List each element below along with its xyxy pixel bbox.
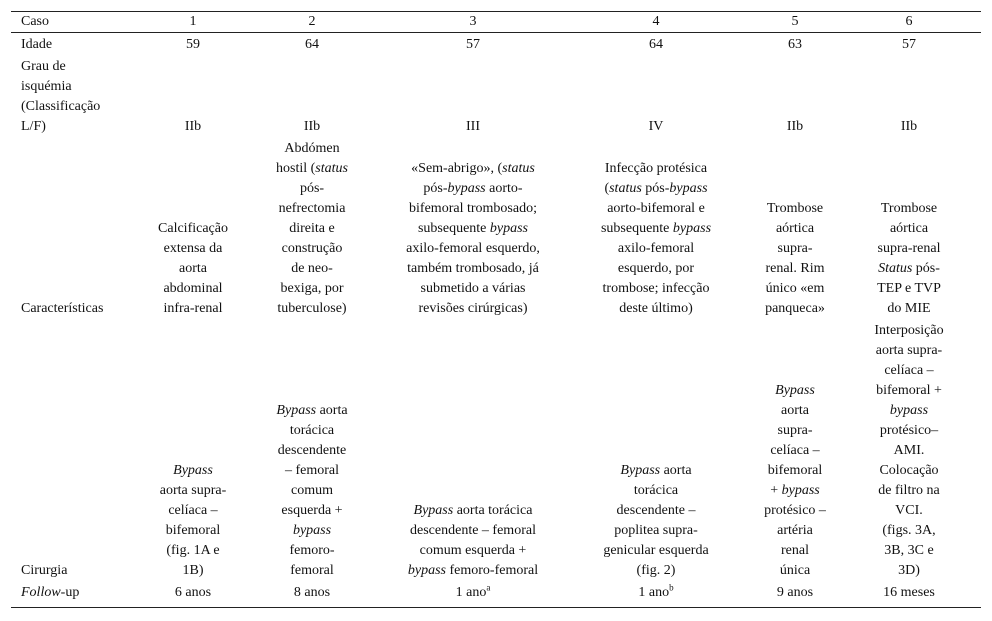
cirurgia-line: descendente –: [616, 503, 696, 518]
caracteristicas-line: aórtica: [775, 221, 815, 236]
cirurgia-line: comum: [291, 483, 333, 498]
cirurgia-line: bypass: [292, 523, 332, 538]
table-top-rule: [11, 11, 981, 12]
caracteristicas-cell: [158, 139, 228, 319]
caracteristicas-line: trombose; infecção: [602, 281, 710, 296]
cirurgia-line: bifemoral: [767, 463, 823, 478]
caracteristicas-line: aorta: [179, 261, 207, 276]
idade-label: Idade: [21, 37, 53, 52]
grau-label-line: (Classificação: [21, 99, 101, 114]
cirurgia-line: descendente: [277, 443, 347, 458]
caracteristicas-line: do MIE: [887, 301, 931, 316]
cirurgia-label: Cirurgia: [21, 563, 68, 578]
caracteristicas-line: hostil (status: [276, 161, 348, 176]
caracteristicas-line: infra-renal: [163, 301, 223, 316]
caracteristicas-line: (status pós-bypass: [604, 181, 708, 196]
cirurgia-line: protésico –: [764, 503, 826, 518]
caracteristicas-line: pós-bypass aorto-: [423, 181, 523, 196]
cirurgia-line: (fig. 2): [636, 563, 676, 578]
caracteristicas-line: bifemoral trombosado;: [409, 201, 537, 216]
idade-value: 63: [788, 37, 802, 52]
case-number-5: 5: [791, 14, 799, 29]
table-bottom-rule: [11, 607, 981, 608]
cirurgia-line: AMI.: [893, 443, 925, 458]
caracteristicas-cell: [276, 139, 348, 319]
caracteristicas-line: Trombose: [766, 201, 824, 216]
caracteristicas-line: subsequente bypass: [600, 221, 712, 236]
grau-value: IV: [648, 119, 664, 134]
grau-value: IIb: [303, 119, 321, 134]
case-number-2: 2: [308, 14, 316, 29]
cirurgia-line: celíaca –: [168, 503, 218, 518]
cirurgia-line: Colocação: [879, 463, 939, 478]
clinical-cases-table: [11, 11, 981, 608]
cirurgia-line: Bypass aorta: [276, 403, 348, 418]
caracteristicas-cell: [877, 139, 941, 319]
caracteristicas-line: supra-: [777, 241, 813, 256]
case-number-3: 3: [469, 14, 477, 29]
cirurgia-line: celíaca –: [770, 443, 820, 458]
cirurgia-line: torácica: [289, 423, 335, 438]
caracteristicas-cell: [406, 139, 540, 319]
cirurgia-line: celíaca –: [884, 363, 934, 378]
cirurgia-line: esquerda +: [281, 503, 343, 518]
grau-label-line: isquémia: [21, 79, 72, 94]
caracteristicas-line: Abdómen: [284, 141, 340, 156]
caracteristicas-line: abdominal: [163, 281, 223, 296]
cirurgia-cell: [603, 321, 708, 581]
caracteristicas-line: tuberculose): [277, 301, 347, 316]
cirurgia-cell: [276, 321, 347, 581]
caracteristicas-line: Infecção protésica: [604, 161, 708, 176]
header-rule: [11, 32, 981, 33]
caracteristicas-cell: [601, 139, 711, 319]
idade-value: 57: [902, 37, 916, 52]
caracteristicas-line: renal. Rim: [765, 261, 825, 276]
grau-value: IIb: [184, 119, 202, 134]
grau-label-line: L/F): [21, 119, 46, 134]
idade-value: 64: [305, 37, 319, 52]
caracteristicas-line: de neo-: [291, 261, 333, 276]
caracteristicas-label: Características: [21, 301, 104, 316]
case-number-1: 1: [189, 14, 197, 29]
caracteristicas-line: esquerdo, por: [617, 261, 695, 276]
caracteristicas-line: submetido a várias: [420, 281, 526, 296]
caracteristicas-line: aórtica: [889, 221, 929, 236]
cirurgia-line: comum esquerda +: [419, 543, 527, 558]
caracteristicas-line: panqueca»: [765, 301, 825, 316]
cirurgia-line: protésico–: [879, 423, 939, 438]
cirurgia-line: VCI.: [895, 503, 923, 518]
cirurgia-line: (figs. 3A,: [882, 523, 936, 538]
cirurgia-line: 1B): [182, 563, 204, 578]
cirurgia-line: poplitea supra-: [614, 523, 698, 538]
cirurgia-line: – femoral: [284, 463, 340, 478]
followup-value: 8 anos: [293, 585, 331, 600]
idade-value: 64: [649, 37, 663, 52]
cirurgia-line: bifemoral: [165, 523, 221, 538]
footnote-mark-b: b: [669, 582, 674, 593]
caracteristicas-line: revisões cirúrgicas): [418, 301, 528, 316]
followup-value: 16 meses: [883, 585, 935, 600]
cirurgia-line: descendente – femoral: [410, 523, 536, 538]
grau-value: III: [466, 119, 480, 134]
cirurgia-line: + bypass: [770, 483, 820, 498]
caracteristicas-line: supra-renal: [877, 241, 941, 256]
caracteristicas-line: nefrectomia: [278, 201, 346, 216]
caracteristicas-line: axilo-femoral: [617, 241, 695, 256]
case-number-4: 4: [652, 14, 660, 29]
footnote-mark-a: a: [486, 582, 491, 593]
cirurgia-line: aorta supra-: [875, 343, 943, 358]
caracteristicas-line: TEP e TVP: [877, 281, 941, 296]
cirurgia-line: bypass: [889, 403, 929, 418]
caracteristicas-line: «Sem-abrigo», (status: [411, 161, 535, 176]
cirurgia-line: de filtro na: [878, 483, 940, 498]
header-label: Caso: [21, 14, 49, 29]
cirurgia-line: genicular esquerda: [603, 543, 709, 558]
caracteristicas-line: direita e: [289, 221, 335, 236]
cirurgia-cell: [160, 321, 226, 581]
caracteristicas-line: Calcificação: [158, 221, 228, 236]
cirurgia-line: artéria: [777, 523, 813, 538]
cirurgia-line: aorta: [781, 403, 809, 418]
cirurgia-line: bifemoral +: [876, 383, 942, 398]
cirurgia-line: Bypass: [775, 383, 815, 398]
case-number-6: 6: [905, 14, 913, 29]
cirurgia-line: Bypass aorta: [620, 463, 692, 478]
cirurgia-line: aorta supra-: [159, 483, 227, 498]
cirurgia-line: 3B, 3C e: [884, 543, 934, 558]
caracteristicas-line: também trombosado, já: [407, 261, 539, 276]
cirurgia-line: supra-: [777, 423, 813, 438]
cirurgia-line: Interposição: [874, 323, 944, 338]
grau-value: IIb: [900, 119, 918, 134]
cirurgia-cell: [408, 321, 538, 581]
cirurgia-line: única: [779, 563, 811, 578]
caracteristicas-line: bexiga, por: [280, 281, 344, 296]
cirurgia-line: femoral: [290, 563, 334, 578]
cirurgia-cell: [764, 321, 826, 581]
caracteristicas-line: construção: [281, 241, 343, 256]
cirurgia-line: Bypass: [173, 463, 213, 478]
idade-value: 59: [186, 37, 200, 52]
grau-label-line: Grau de: [21, 59, 66, 74]
followup-value: 6 anos: [174, 585, 212, 600]
idade-value: 57: [466, 37, 480, 52]
caracteristicas-line: subsequente bypass: [417, 221, 529, 236]
cirurgia-line: torácica: [633, 483, 679, 498]
grau-value: IIb: [786, 119, 804, 134]
cirurgia-line: renal: [781, 543, 809, 558]
cirurgia-line: 3D): [898, 563, 920, 578]
caracteristicas-line: extensa da: [163, 241, 223, 256]
caracteristicas-line: Status pós-: [878, 261, 940, 276]
caracteristicas-line: axilo-femoral esquerdo,: [406, 241, 540, 256]
caracteristicas-line: pós-: [299, 181, 325, 196]
caracteristicas-line: único «em: [765, 281, 825, 296]
followup-label: Follow-up: [21, 585, 80, 600]
caracteristicas-line: deste último): [619, 301, 693, 316]
caracteristicas-line: aorto-bifemoral e: [607, 201, 705, 216]
caracteristicas-line: Trombose: [880, 201, 938, 216]
cirurgia-line: (fig. 1A e: [166, 543, 220, 558]
cirurgia-line: Bypass aorta torácica: [413, 503, 533, 518]
cirurgia-cell: [874, 321, 943, 581]
cirurgia-line: femoro-: [289, 543, 335, 558]
followup-value: 9 anos: [776, 585, 814, 600]
caracteristicas-cell: [765, 139, 825, 319]
followup-value: 1 ano$^b$: [638, 582, 674, 600]
followup-value: 1 ano$^a$: [455, 582, 491, 600]
cirurgia-line: bypass femoro-femoral: [407, 563, 539, 578]
